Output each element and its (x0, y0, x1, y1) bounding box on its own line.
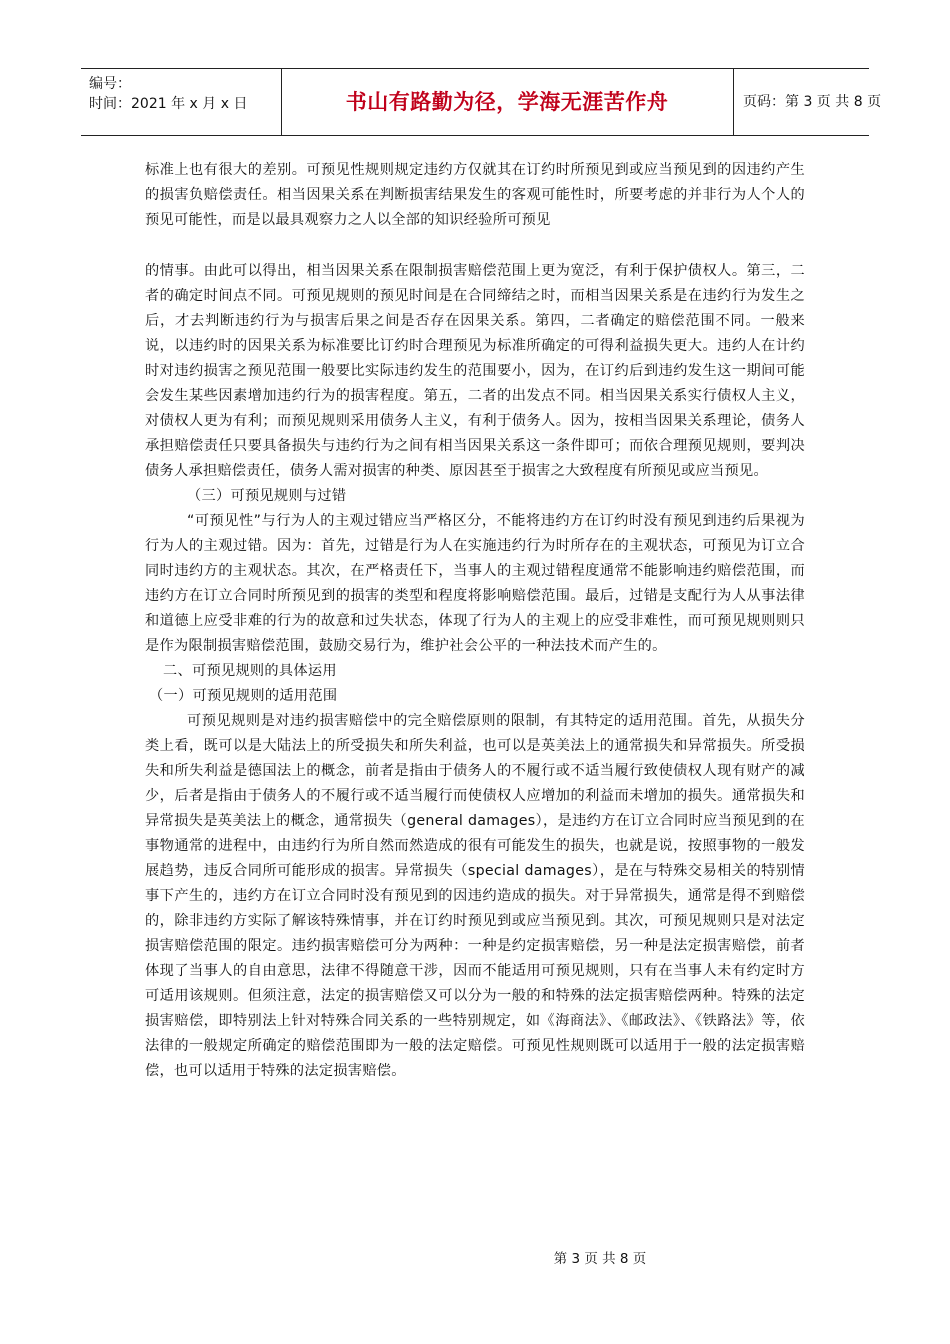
page-footer (0, 1247, 950, 1267)
header-page-number: 页码：第 3 页 共 8 页 (743, 94, 882, 110)
doc-date-label: 时间：2021 年 x 月 x 日 (89, 96, 248, 112)
doc-code-label: 编号： (89, 76, 131, 92)
document-body (145, 158, 805, 1084)
footer-page-number: 第 3 页 共 8 页 (553, 1251, 647, 1267)
paragraph-gap (145, 233, 805, 259)
paragraph-continued: 标准上也有很大的差别。可预见性规则规定违约方仅就其在订约时所预见到或应当预见到的因违约产生的损害负赔偿责任。相当因果关系在判断损害结果发生的客观可能性时，所要考虑的并非行为人个人的预见可能性，而是以最具观察力之人以全部的知识经验所可预见 (145, 162, 805, 228)
paragraph-comparison: 的情事。由此可以得出，相当因果关系在限制损害赔偿范围上更为宽泛，有利于保护债权人。第三，二者的确定时间点不同。可预见规则的预见时间是在合同缔结之时，而相当因果关系是在违约行为发生之后，才去判断违约行为与损害后果之间是否存在因果关系。第四，二者确定的赔偿范围不同。一般来说，以违约时的因果关系为标准要比订约时合理预见为标准所确定的可得利益损失更大。违约人在计约时对违约损害之预见范围一般要比实际违约发生的范围要小，因为，在订约后到违约发生这一期间可能会发生某些因素增加违约行为的损害程度。第五，二者的出发点不同。相当因果关系实行债权人主义，对债权人更为有利；而预见规则采用债务人主义，有利于债务人。因为，按相当因果关系理论，债务人承担赔偿责任只要具备损失与违约行为之间有相当因果关系这一条件即可；而依合理预见规则，要判决债务人承担赔偿责任，债务人需对损害的种类、原因甚至于损害之大致程度有所预见或应当预见。 (145, 263, 805, 479)
header-meta-cell (81, 69, 282, 135)
header-motto: 书山有路勤为径，学海无涯苦作舟 (345, 90, 669, 114)
section-heading-scope: （一）可预见规则的适用范围 (149, 688, 338, 704)
header-page-cell (733, 69, 882, 135)
paragraph-scope: 可预见规则是对违约损害赔偿中的完全赔偿原则的限制，有其特定的适用范围。首先，从损失分类上看，既可以是大陆法上的所受损失和所失利益，也可以是英美法上的通常损失和异常损失。所受损失和所失利益是德国法上的概念，前者是指由于债务人的不履行或不适当履行致使债权人现有财产的减少，后者是指由于债务人的不履行或不适当履行而使债权人应增加的利益而未增加的损失。通常损失和异常损失是英美法上的概念，通常损失（general damages），是违约方在订立合同时应当预见到的在事物通常的进程中，由违约行为所自然而然造成的很有可能发生的损失，也就是说，按照事物的一般发展趋势，违反合同所可能形成的损害。异常损失（special damages），是在与特殊交易相关的特别情事下产生的，违约方在订立合同时没有预见到的因违约造成的损失。对于异常损失，通常是得不到赔偿的，除非违约方实际了解该特殊情事，并在订约时预见到或应当预见到。其次，可预见规则只是对法定损害赔偿范围的限定。违约损害赔偿可分为两种：一种是约定损害赔偿，另一种是法定损害赔偿，前者体现了当事人的自由意思，法律不得随意干涉，因而不能适用可预见规则，只有在当事人未有约定时方可适用该规则。但须注意，法定的损害赔偿又可以分为一般的和特殊的法定损害赔偿两种。特殊的法定损害赔偿，即特别法上针对特殊合同关系的一些特别规定，如《海商法》、《邮政法》、《铁路法》等，依法律的一般规定所确定的赔偿范围即为一般的法定赔偿。可预见性规则既可以适用于一般的法定损害赔偿，也可以适用于特殊的法定损害赔偿。 (145, 713, 805, 1079)
paragraph-fault: “可预见性”与行为人的主观过错应当严格区分，不能将违约方在订约时没有预见到违约后果视为行为人的主观过错。因为：首先，过错是行为人在实施违约行为时所存在的主观状态，可预见为订立合同时违约方的主观状态。其次，在严格责任下，当事人的主观过错程度通常不能影响违约赔偿范围，而违约方在订立合同时所预见到的损害的类型和程度将影响赔偿范围。最后，过错是支配行为人从事法律和道德上应受非难的行为的故意和过失状态，体现了行为人的主观上的应受非难性，而可预见规则则只是作为限制损害赔偿范围，鼓励交易行为，维护社会公平的一种法技术而产生的。 (145, 513, 805, 654)
page-header (81, 68, 882, 136)
header-motto-cell (281, 69, 734, 135)
section-heading-foreseeability-fault: （三）可预见规则与过错 (187, 488, 347, 504)
section-heading-application: 二、可预见规则的具体运用 (163, 663, 337, 679)
